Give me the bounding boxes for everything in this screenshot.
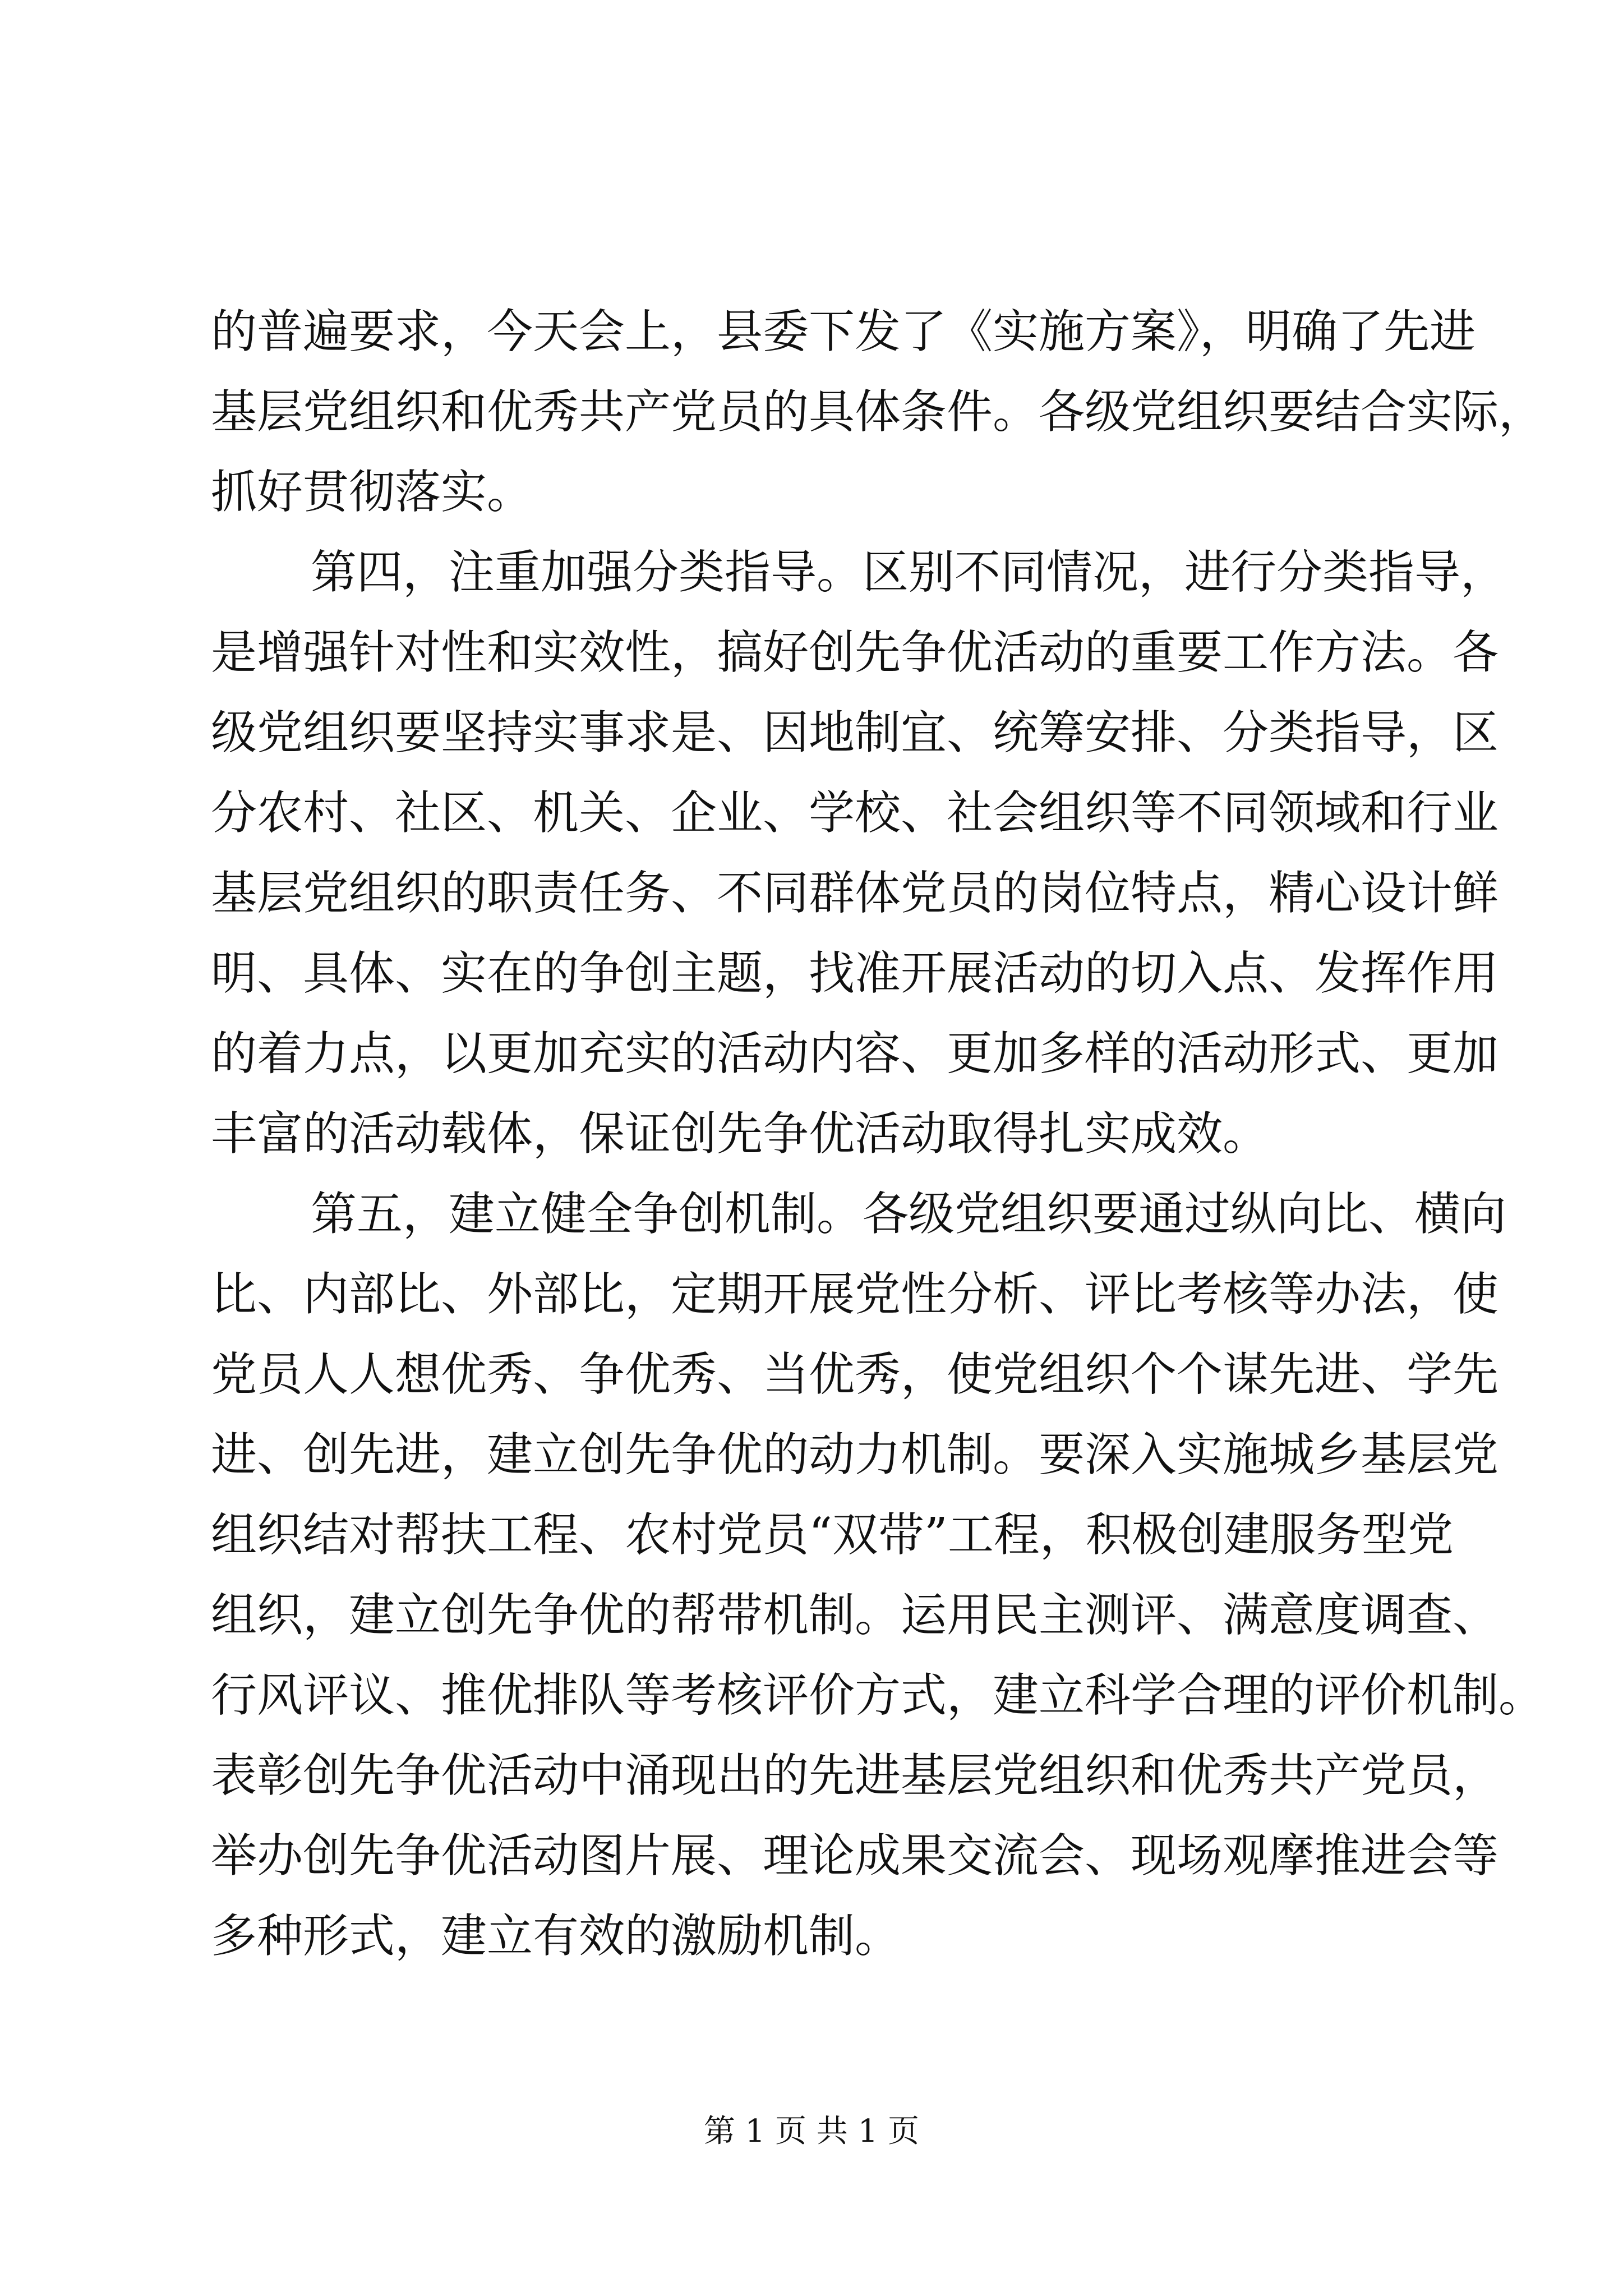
text-line: 丰富的活动载体，保证创先争优活动取得扎实成效。 (211, 1107, 1269, 1161)
text-line: 明、具体、实在的争创主题，找准开展活动的切入点、发挥作用 (211, 947, 1499, 1000)
text-line: 基层党组织的职责任务、不同群体党员的岗位特点，精心设计鲜 (211, 867, 1499, 920)
text-line: 多种形式，建立有效的激励机制。 (211, 1910, 901, 1963)
text-line: 抓好贯彻落实。 (211, 466, 533, 519)
text-line: 的着力点，以更加充实的活动内容、更加多样的活动形式、更加 (211, 1027, 1499, 1080)
text-line: 党员人人想优秀、争优秀、当优秀，使党组织个个谋先进、学先 (211, 1348, 1499, 1401)
text-line: 比、内部比、外部比，定期开展党性分析、评比考核等办法，使 (211, 1268, 1499, 1321)
paragraph-1 (211, 292, 1545, 532)
paragraph-2 (211, 532, 1507, 1174)
text-line: 分农村、社区、机关、企业、学校、社会组织等不同领域和行业 (211, 786, 1499, 840)
paragraph-3 (211, 1174, 1545, 1976)
text-line: 组织，建立创先争优的帮带机制。运用民主测评、满意度调查、 (211, 1589, 1499, 1642)
text-line: 举办创先争优活动图片展、理论成果交流会、现场观摩推进会等 (211, 1829, 1499, 1883)
text-line: 进、创先进，建立创先争优的动力机制。要深入实施城乡基层党 (211, 1428, 1499, 1481)
document-body (211, 292, 1545, 1976)
text-line: 第五，建立健全争创机制。各级党组织要通过纵向比、横向 (311, 1188, 1507, 1241)
text-line: 的普遍要求，今天会上，县委下发了《实施方案》，明确了先进 (211, 305, 1476, 358)
text-line: 表彰创先争优活动中涌现出的先进基层党组织和优秀共产党员， (211, 1749, 1499, 1802)
text-line: 是增强针对性和实效性，搞好创先争优活动的重要工作方法。各 (211, 626, 1499, 679)
text-line: 行风评议、推优排队等考核评价方式，建立科学合理的评价机制。 (211, 1669, 1545, 1722)
text-line: 第四，注重加强分类指导。区别不同情况，进行分类指导， (311, 546, 1507, 599)
text-line: 基层党组织和优秀共产党员的具体条件。各级党组织要结合实际， (211, 385, 1545, 439)
text-line: 组织结对帮扶工程、农村党员“双带”工程，积极创建服务型党 (211, 1508, 1454, 1562)
page-number-footer: 第 1 页 共 1 页 (703, 2113, 920, 2150)
text-line: 级党组织要坚持实事求是、因地制宜、统筹安排、分类指导，区 (211, 706, 1499, 760)
